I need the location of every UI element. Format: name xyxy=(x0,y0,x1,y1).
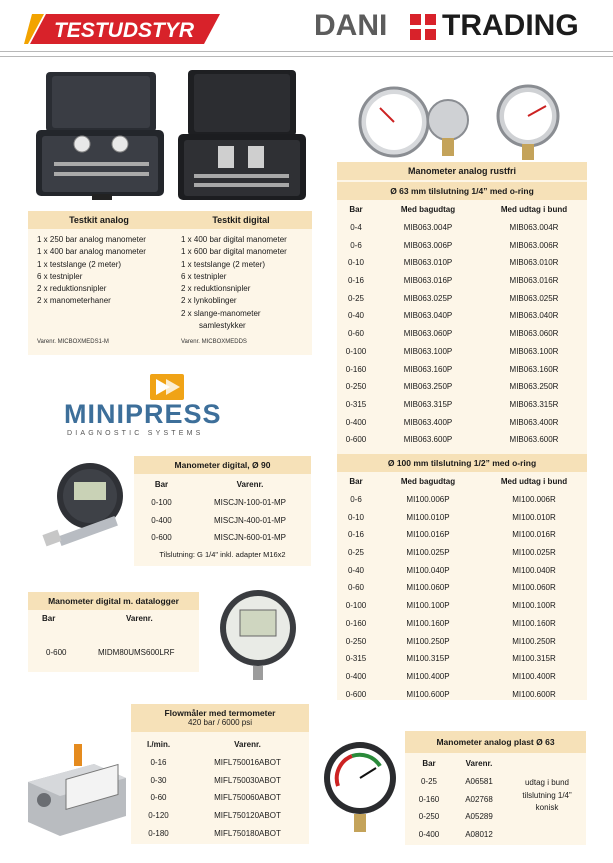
table-header-row xyxy=(337,473,587,491)
table-cell: MI100.100P xyxy=(406,601,450,611)
table-cell: MIFL750030ABOT xyxy=(214,775,281,785)
table-cell: 0-600 xyxy=(151,533,172,543)
table-cell: MIFL750180ABOT xyxy=(214,828,281,838)
testkit-analog-photo xyxy=(32,66,167,206)
digital90-table xyxy=(134,476,311,547)
table-row xyxy=(134,511,311,529)
table-cell: MI100.060R xyxy=(512,583,556,593)
list-item: samlestykker xyxy=(199,321,246,331)
table-cell: 0-6 xyxy=(350,240,362,250)
table-cell: MIB063.040R xyxy=(509,311,559,321)
table-cell: MI100.016R xyxy=(512,530,556,540)
flow-title: Flowmåler med termometer xyxy=(164,708,276,718)
list-item: 2 x lynkoblinger xyxy=(181,296,237,306)
plast-note-line: konisk xyxy=(535,803,559,812)
table-row xyxy=(131,824,309,842)
table-cell: MIFL750120ABOT xyxy=(214,811,281,821)
table-cell: MI100.100R xyxy=(512,601,556,611)
table-row xyxy=(337,650,587,668)
table-cell: 0-100 xyxy=(345,346,367,356)
table-header: Bar xyxy=(154,480,169,490)
dani-cross-icon xyxy=(410,14,436,40)
table-cell: MIB063.025R xyxy=(509,293,559,303)
table-cell: MIB063.004R xyxy=(509,223,559,233)
table-cell: 0-4 xyxy=(350,223,362,233)
table-cell: MIB063.004P xyxy=(403,223,453,233)
list-item: 1 x testslange (2 meter) xyxy=(181,259,266,269)
plast-note-line: tilslutning 1/4” xyxy=(522,790,572,800)
table-header-row xyxy=(131,736,309,754)
table-cell: MIB063.010R xyxy=(509,258,559,268)
table-cell: 0-30 xyxy=(150,775,167,785)
table-cell: 0-40 xyxy=(347,565,364,575)
table-cell: MI100.060P xyxy=(406,583,450,593)
table-cell: MIB063.016R xyxy=(509,276,559,286)
table-cell: MISCJN-400-01-MP xyxy=(213,515,286,525)
testkit-analog-list xyxy=(37,234,172,308)
table-header: Med bagudtag xyxy=(400,477,456,487)
table-row xyxy=(337,272,587,290)
table-cell: 0-25 xyxy=(420,777,437,787)
table-row xyxy=(337,219,587,237)
table-row xyxy=(337,526,587,544)
table-cell: 0-60 xyxy=(347,583,364,593)
datalogger-panel xyxy=(28,592,199,672)
table-header: Varenr. xyxy=(465,759,493,769)
testkit-panel xyxy=(28,211,312,355)
table-row xyxy=(337,307,587,325)
table-cell: 0-315 xyxy=(345,399,367,409)
table-cell: MIB063.160R xyxy=(509,364,559,374)
testkit-analog-varenr: Varenr. MICBOXMEDS1-M xyxy=(37,339,109,345)
table-cell: 0-250 xyxy=(418,812,440,822)
table-cell: 0-25 xyxy=(347,293,364,303)
table-header: Varenr. xyxy=(234,740,261,750)
table-cell: 0-16 xyxy=(347,530,364,540)
minipress-text: MINIPRESS xyxy=(64,399,222,429)
table-cell: 0-6 xyxy=(350,495,362,505)
rustfri-rows-100 xyxy=(337,491,587,703)
table-cell: MIB063.250R xyxy=(509,382,559,392)
list-item: 1 x 600 bar digital manometer xyxy=(181,247,287,257)
table-cell: MI100.400R xyxy=(512,671,556,681)
minipress-tagline: DIAGNOSTIC SYSTEMS xyxy=(67,430,204,437)
rustfri-sub100: Ø 100 mm tilslutning 1/2” med o-ring xyxy=(337,454,587,472)
testudstyr-logo xyxy=(24,12,224,46)
table-row xyxy=(134,494,311,512)
table-row xyxy=(131,789,309,807)
table-cell: A02768 xyxy=(465,794,493,804)
testudstyr-text: TESTUDSTYR xyxy=(53,19,195,42)
table-cell: MIB063.060R xyxy=(509,329,559,339)
table-cell: 0-120 xyxy=(148,811,169,821)
table-cell: A06581 xyxy=(465,777,493,787)
table-cell: MIB063.400P xyxy=(403,417,453,427)
table-row xyxy=(131,771,309,789)
table-cell: A08012 xyxy=(465,830,493,840)
table-row xyxy=(131,754,309,772)
table-cell: MI100.250P xyxy=(406,636,450,646)
plast-note xyxy=(509,777,585,815)
rustfri-gauges-photo xyxy=(340,82,584,160)
table-cell: 0-160 xyxy=(345,364,367,374)
table-cell: 0-100 xyxy=(345,601,367,611)
table-header: Bar xyxy=(349,477,363,487)
table-row xyxy=(337,325,587,343)
table-cell: 0-16 xyxy=(347,276,364,286)
table-row xyxy=(337,396,587,414)
table-row xyxy=(337,561,587,579)
list-item: 1 x 400 bar digital manometer xyxy=(181,235,287,244)
rustfri-table-63 xyxy=(337,201,587,449)
trading-text: TRADING xyxy=(442,9,579,42)
table-cell: 0-160 xyxy=(345,618,367,628)
table-cell: MIB063.016P xyxy=(403,276,453,286)
table-cell: MI100.006P xyxy=(406,495,450,505)
list-item: 1 x testslange (2 meter) xyxy=(37,259,122,269)
table-row xyxy=(405,808,505,826)
table-cell: MI100.025R xyxy=(512,548,556,558)
table-cell: MIB063.250P xyxy=(403,382,453,392)
table-cell: MI100.040P xyxy=(406,565,450,575)
table-cell: 0-10 xyxy=(347,258,364,268)
list-item: 2 x reduktionsnipler xyxy=(181,284,251,294)
table-cell: MI100.040R xyxy=(512,565,556,575)
table-row xyxy=(337,360,587,378)
table-cell: MIB063.006P xyxy=(403,240,453,250)
testkit-digital-photo xyxy=(172,66,310,206)
table-cell: MI100.600R xyxy=(512,689,556,699)
table-cell: MI100.315R xyxy=(512,654,556,664)
digital90-title: Manometer digital, Ø 90 xyxy=(134,456,311,474)
table-cell: MISCJN-100-01-MP xyxy=(213,498,286,508)
minipress-mark-icon xyxy=(150,374,184,400)
rustfri-table-100 xyxy=(337,473,587,703)
table-cell: 0-25 xyxy=(347,548,364,558)
table-cell: 0-16 xyxy=(150,758,167,768)
table-cell: 0-600 xyxy=(345,689,367,699)
testkit-header xyxy=(28,211,312,229)
table-cell: MI100.006R xyxy=(512,495,556,505)
table-cell: MIFL750016ABOT xyxy=(214,758,281,768)
table-row xyxy=(337,413,587,431)
table-cell: 0-400 xyxy=(418,830,440,840)
table-header: Med udtag i bund xyxy=(500,477,568,487)
table-cell: 0-250 xyxy=(345,382,367,392)
table-cell: 0-250 xyxy=(345,636,367,646)
table-row xyxy=(337,343,587,361)
table-header-row xyxy=(134,476,311,494)
plast-title: Manometer analog plast Ø 63 xyxy=(405,731,586,753)
list-item: 2 x reduktionsnipler xyxy=(37,284,107,294)
header-divider xyxy=(0,51,613,52)
table-cell: MI100.400P xyxy=(406,671,450,681)
table-row xyxy=(337,597,587,615)
table-row xyxy=(405,826,505,844)
testkit-digital-list xyxy=(181,234,311,332)
list-item: 2 x slange-manometer xyxy=(181,308,261,318)
rustfri-rows-63 xyxy=(337,219,587,449)
table-row xyxy=(405,790,505,808)
testkit-digital-varenr: Varenr. MICBOXMEDDS xyxy=(181,339,247,345)
plast-note-line: udtag i bund xyxy=(524,778,570,787)
table-cell: 0-600 xyxy=(46,648,67,657)
table-header: Med udtag i bund xyxy=(500,205,568,215)
list-item: 1 x 400 bar analog manometer xyxy=(37,247,146,257)
table-cell: MIDM80UMS600LRF xyxy=(98,648,175,657)
plast-gauge-photo xyxy=(322,738,398,836)
list-item: 2 x manometerhaner xyxy=(37,296,111,306)
table-header: l./min. xyxy=(146,740,171,750)
table-cell: MIB063.060P xyxy=(403,329,453,339)
table-row xyxy=(337,254,587,272)
table-row xyxy=(337,431,587,449)
table-row xyxy=(337,685,587,703)
table-cell: MISCJN-600-01-MP xyxy=(213,533,286,543)
table-cell: MI100.010P xyxy=(406,512,450,522)
list-item: 6 x testnipler xyxy=(37,271,83,281)
table-cell: 0-40 xyxy=(347,311,364,321)
table-row xyxy=(337,378,587,396)
table-cell: MIB063.315R xyxy=(509,399,559,409)
table-cell: 0-160 xyxy=(418,794,440,804)
table-header-row xyxy=(337,201,587,219)
table-cell: MIB063.006R xyxy=(509,240,559,250)
table-header: Varenr. xyxy=(236,480,264,490)
table-row xyxy=(337,668,587,686)
dani-text: DANI xyxy=(314,9,388,42)
table-cell: MI100.016P xyxy=(406,530,450,540)
table-row xyxy=(337,615,587,633)
table-cell: 0-600 xyxy=(345,435,367,445)
header-divider-2 xyxy=(0,56,613,57)
table-cell: MI100.600P xyxy=(406,689,450,699)
table-cell: MIB063.100R xyxy=(509,346,559,356)
table-cell: 0-60 xyxy=(150,793,167,803)
table-cell: MI100.025P xyxy=(406,548,450,558)
plast-panel xyxy=(405,731,586,845)
table-cell: MIB063.600P xyxy=(403,435,453,445)
table-header-row xyxy=(405,755,505,773)
table-row xyxy=(131,807,309,825)
table-cell: MIB063.010P xyxy=(403,258,453,268)
table-cell: 0-315 xyxy=(345,654,367,664)
digital90-panel xyxy=(134,456,311,566)
table-cell: MIB063.600R xyxy=(509,435,559,445)
rustfri-sub63: Ø 63 mm tilslutning 1/4” med o-ring xyxy=(337,182,587,200)
table-cell: MI100.315P xyxy=(406,654,450,664)
table-cell: MI100.010R xyxy=(512,512,556,522)
datalogger-gauge-photo xyxy=(218,588,298,684)
flow-header xyxy=(131,704,309,732)
minipress-logo xyxy=(64,374,274,440)
table-header: Med bagudtag xyxy=(400,205,456,215)
table-cell: A05289 xyxy=(465,812,493,822)
table-cell: MIB063.160P xyxy=(403,364,453,374)
table-cell: 0-400 xyxy=(345,671,367,681)
table-row xyxy=(405,773,505,791)
table-cell: 0-180 xyxy=(148,828,169,838)
table-row xyxy=(337,632,587,650)
table-cell: MIB063.040P xyxy=(403,311,453,321)
list-item: 1 x 250 bar analog manometer xyxy=(37,235,146,244)
table-row xyxy=(134,529,311,547)
plast-table xyxy=(405,755,505,843)
testkit-digital-title: Testkit digital xyxy=(212,215,270,225)
table-header: Bar xyxy=(42,614,56,623)
table-header: Varenr. xyxy=(126,614,153,623)
list-item: 6 x testnipler xyxy=(181,271,227,281)
flow-subtitle: 420 bar / 6000 psi xyxy=(187,718,253,727)
rustfri-title: Manometer analog rustfri xyxy=(337,162,587,180)
table-cell: 0-400 xyxy=(151,515,172,525)
datalogger-title: Manometer digital m. datalogger xyxy=(28,592,199,610)
table-row xyxy=(337,289,587,307)
flowmeter-photo xyxy=(22,742,130,840)
table-header: Bar xyxy=(422,759,436,769)
table-row xyxy=(337,508,587,526)
table-cell: MI100.160R xyxy=(512,618,556,628)
table-cell: MI100.250R xyxy=(512,636,556,646)
table-row xyxy=(337,579,587,597)
rustfri-panel xyxy=(337,162,587,700)
table-cell: MIFL750060ABOT xyxy=(214,793,281,803)
table-cell: MI100.160P xyxy=(406,618,450,628)
digital90-note: Tilslutning: G 1/4" inkl. adapter M16x2 xyxy=(159,550,286,559)
table-row xyxy=(337,544,587,562)
table-cell: MIB063.025P xyxy=(403,293,453,303)
flow-panel xyxy=(131,704,309,844)
table-row xyxy=(337,491,587,509)
digital-gauge-photo xyxy=(40,460,132,550)
table-cell: MIB063.100P xyxy=(403,346,453,356)
table-cell: 0-60 xyxy=(347,329,364,339)
table-cell: 0-100 xyxy=(151,498,172,508)
table-cell: MIB063.315P xyxy=(403,399,453,409)
flow-table xyxy=(131,736,309,842)
dani-trading-logo xyxy=(314,9,599,45)
table-cell: 0-400 xyxy=(345,417,367,427)
table-header: Bar xyxy=(349,205,363,215)
table-cell: 0-10 xyxy=(347,512,364,522)
testkit-analog-title: Testkit analog xyxy=(69,215,129,225)
table-row xyxy=(337,236,587,254)
table-cell: MIB063.400R xyxy=(509,417,559,427)
